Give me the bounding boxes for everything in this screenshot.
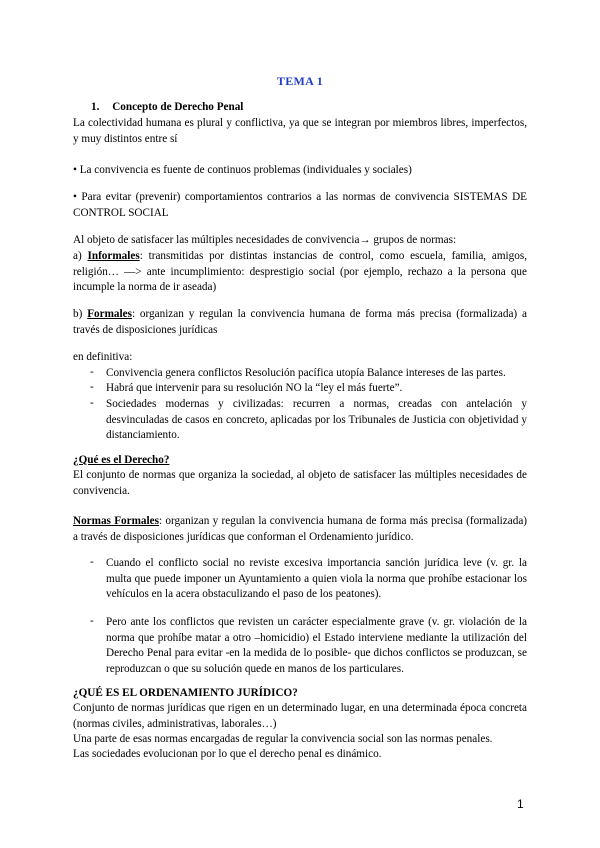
que-es-derecho-heading: ¿Qué es el Derecho? [73,454,170,466]
list-dash: - [90,366,94,378]
list-dash: - [90,397,94,409]
section-number: 1. [91,101,100,113]
list-item: Habrá que intervenir para su resolución NO la “ley el más fuerte”. [106,382,403,394]
derecho-dinamico-paragraph: Las sociedades evolucionan por lo que el derecho penal es dinámico. [73,748,382,760]
bullet-control-social: • Para evitar (prevenir) comportamientos contrarios a las normas de convivencia SISTEMAS DE CONTROL SOCIAL [73,191,527,219]
list-dash: - [90,615,94,627]
en-definitiva-label: en definitiva: [73,351,133,363]
section-title: Concepto de Derecho Penal [112,101,244,113]
normas-formales-paragraph: Normas Formales: organizan y regulan la convivencia humana de forma más precisa (formalizada) a través de disposiciones jurídicas que conforman el Ordenamiento jurídico. [73,515,528,543]
list-item: Pero ante los conflictos que revisten un carácter especialmente grave (v. gr. violación de la norma que prohíbe matar a otro –homicidio) el Estado interviene mediante la utilización del Derecho Penal para evitar -en la medida de lo posible- que dichos conflictos se produzcan, se reproduzcan o que su solución quede en manos de los particulares. [106,616,527,675]
page-number: 1 [517,797,524,811]
list-item: Cuando el conflicto social no reviste excesiva importancia sanción jurídica leve (v. gr. la multa que puede imponer un Ayuntamiento a quien viola la norma que prohíbe estacionar los vehículos en la acera obstaculizando el paso de los peatones). [106,557,527,601]
normas-groups-paragraph: Al objeto de satisfacer las múltiples necesidades de convivencia→ grupos de normas: [73,234,457,246]
normas-penales-paragraph: Una parte de esas normas encargadas de regular la convivencia social son las normas penales. [73,733,493,745]
formales-term: Formales [87,308,132,320]
normas-formales-term: Normas Formales [73,515,159,527]
informales-term: Informales [87,250,140,262]
bullet-convivencia: • La convivencia es fuente de continuos problemas (individuales y sociales) [73,164,412,176]
derecho-definition: El conjunto de normas que organiza la sociedad, al objeto de satisfacer las múltiples necesidades de convivencia. [73,469,527,497]
informales-paragraph: a) Informales: transmitidas por distintas instancias de control, como escuela, familia, amigos, religión… —> ante incumplimiento: desprestigio social (por ejemplo, rechazo a la persona que incumple la norma de ir aseada) [73,250,527,294]
intro-paragraph: La colectividad humana es plural y conflictiva, ya que se integran por miembros libres, imperfectos, y muy distintos entre sí [73,117,527,145]
ordenamiento-heading: ¿QUÉ ES EL ORDENAMIENTO JURÍDICO? [73,687,298,699]
ordenamiento-definition: Conjunto de normas jurídicas que rigen en un determinado lugar, en una determinada época concreta (normas civiles, administrativas, laborales…) [73,702,527,730]
section-heading [73,100,527,116]
list-item: Sociedades modernas y civilizadas: recurren a normas, creadas con antelación y desvinculadas de casos en concreto, aplicadas por los Tribunales de Justicia con objetividad y distanciamiento. [106,398,527,442]
list-dash: - [90,381,94,393]
document-title: TEMA 1 [276,74,324,88]
list-dash: - [90,556,94,568]
formales-paragraph: b) Formales: organizan y regulan la convivencia humana de forma más precisa (formalizada) a través de disposiciones jurídicas [73,308,527,336]
list-item: Convivencia genera conflictos Resolución pacífica utopía Balance intereses de las partes. [106,367,506,379]
